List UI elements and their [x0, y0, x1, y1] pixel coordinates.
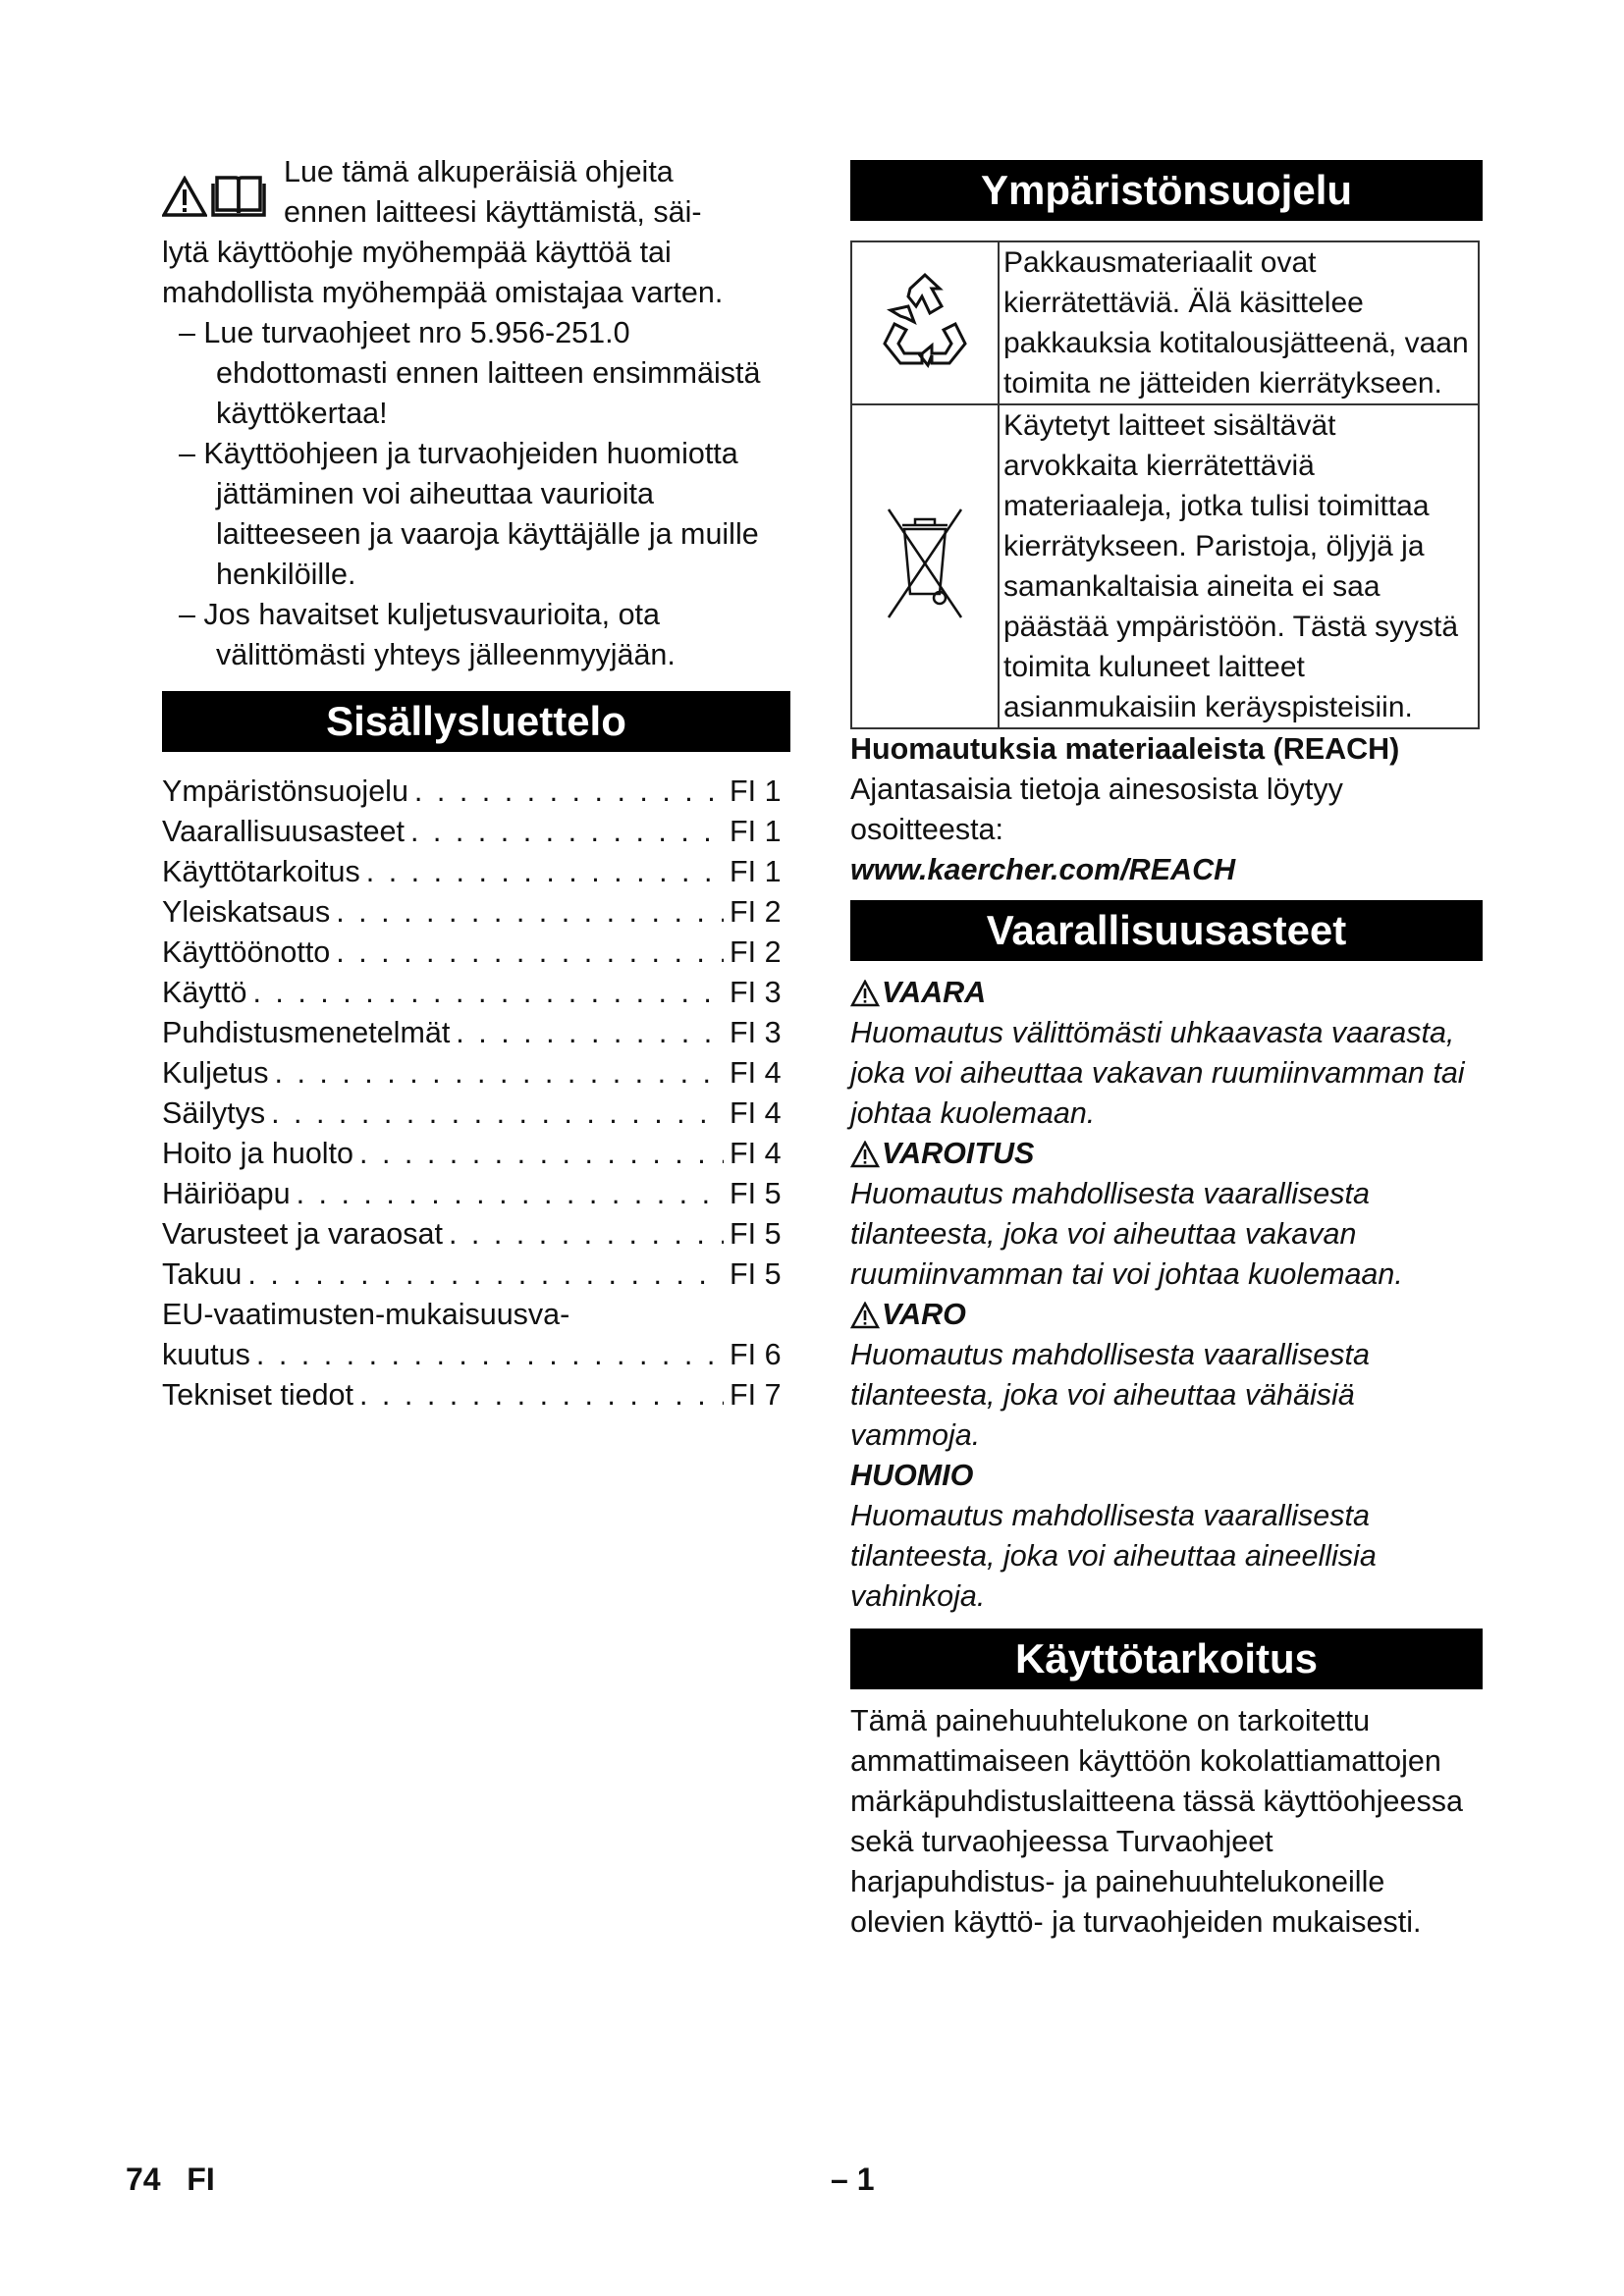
footer-center-number: – 1 — [831, 2162, 875, 2197]
warning-icon — [850, 980, 880, 1007]
toc-entry[interactable]: Säilytys . . . FI 4 — [162, 1094, 790, 1134]
hazard-title-huomio: HUOMIO — [850, 1459, 974, 1492]
hazard-text: Huomautus mahdollisesta vaarallisesta tilanteesta, joka voi aiheuttaa vakavan ruumiinvamman tai voi johtaa kuolemaan. — [850, 1177, 1403, 1291]
toc-entry[interactable]: Ympäristönsuojelu . . . FI 1 — [162, 772, 790, 812]
toc-entry[interactable]: Tekniset tiedot . . . FI 7 — [162, 1375, 790, 1415]
reach-link[interactable]: www.kaercher.com/REACH — [850, 853, 1236, 886]
usage-heading: Käyttötarkoitus — [850, 1629, 1483, 1689]
toc-entry[interactable]: Käyttö . . . FI 3 — [162, 973, 790, 1013]
hazard-text: Huomautus mahdollisesta vaarallisesta tilanteesta, joka voi aiheuttaa aineellisia vahinkoja. — [850, 1499, 1377, 1613]
hazard-text: Huomautus mahdollisesta vaarallisesta tilanteesta, joka voi aiheuttaa vähäisiä vammoja. — [850, 1338, 1370, 1452]
intro-text: lytä käyttöohje myöhempää käyttöä tai mahdollista myöhempää omistajaa varten. — [162, 236, 724, 309]
intro-bullet: – Lue turvaohjeet nro 5.956-251.0 ehdottomasti ennen laitteen ensimmäistä käyttökertaa! — [179, 316, 761, 430]
toc-entry[interactable]: Häiriöapu . . . FI 5 — [162, 1174, 790, 1214]
toc-entry[interactable]: Varusteet ja varaosat . . . FI 5 — [162, 1214, 790, 1255]
warning-icon — [850, 1141, 880, 1168]
toc-entry[interactable]: Takuu . . . FI 5 — [162, 1255, 790, 1295]
recycle-icon-cell — [851, 241, 999, 404]
environment-table — [850, 240, 1480, 729]
intro-bullet: – Käyttöohjeen ja turvaohjeiden huomiotta jättäminen voi aiheuttaa vaurioita laitteeseen ja vaaroja käyttäjälle ja muille henkilöille. — [179, 437, 759, 591]
right-column — [850, 160, 1483, 1943]
toc-entry[interactable]: Kuljetus . . . FI 4 — [162, 1053, 790, 1094]
warning-triangle-icon — [162, 176, 207, 217]
toc-entry[interactable]: kuutus . . . FI 6 — [162, 1335, 790, 1375]
intro-icons — [162, 162, 266, 217]
hazard-title-varo: VARO — [850, 1295, 1483, 1335]
toc-entry-eu-line[interactable]: EU-vaatimusten-mukaisuusva- — [162, 1298, 570, 1331]
manual-book-icon — [211, 172, 266, 217]
toc-entry[interactable]: Yleiskatsaus . . . FI 2 — [162, 892, 790, 933]
recycle-icon — [871, 267, 979, 375]
reach-title: Huomautuksia materiaaleista (REACH) — [850, 732, 1400, 766]
bin-text: Käytetyt laitteet sisältävät arvokkaita kierrätettäviä materiaaleja, jotka tulisi toimittaa kierrätykseen. Paristoja, öljyjä ja samankaltaisia aineita ei saa päästää ympäristöön. Tästä syystä toimita kuluneet laitteet asianmukaisiin keräyspisteisiin. — [999, 404, 1479, 728]
left-column — [162, 152, 790, 1415]
reach-text: Ajantasaisia tietoja ainesosista löytyy osoitteesta: — [850, 773, 1343, 846]
toc-entry[interactable]: Käyttöönotto . . . FI 2 — [162, 933, 790, 973]
toc-entry[interactable]: Käyttötarkoitus . . . FI 1 — [162, 852, 790, 892]
toc-entry[interactable]: Vaarallisuusasteet . . . FI 1 — [162, 812, 790, 852]
crossed-bin-icon — [871, 496, 979, 633]
toc-entry[interactable]: Hoito ja huolto . . . FI 4 — [162, 1134, 790, 1174]
hazard-title-vaara: VAARA — [850, 973, 1483, 1013]
intro-line-1: Lue tämä alkuperäisiä ohjeita — [284, 155, 674, 188]
crossed-bin-icon-cell — [851, 404, 999, 728]
hazard-text: Huomautus välittömästi uhkaavasta vaarasta, joka voi aiheuttaa vakavan ruumiinvamman tai johtaa kuolemaan. — [850, 1016, 1465, 1130]
table-of-contents — [162, 772, 790, 1415]
intro-line-2: ennen laitteesi käyttämistä, säi- — [284, 195, 702, 229]
environment-heading: Ympäristönsuojelu — [850, 160, 1483, 221]
recycle-text: Pakkausmateriaalit ovat kierrätettäviä. Älä käsittelee pakkauksia kotitalousjätteenä, vaan toimita ne jätteiden kierrätykseen. — [999, 241, 1479, 404]
intro-block — [162, 152, 790, 233]
usage-text: Tämä painehuuhtelukone on tarkoitettu ammattimaiseen käyttöön kokolattiamattojen märkäpuhdistuslaitteena tässä käyttöohjeessa sekä turvaohjeessa Turvaohjeet harjapuhdistus- ja painehuuhtelukoneille olevien käyttö- ja turvaohjeiden mukaisesti. — [850, 1704, 1463, 1939]
footer-page-number: 74 FI — [126, 2162, 215, 2197]
intro-first-lines — [284, 152, 790, 233]
hazard-heading: Vaarallisuusasteet — [850, 900, 1483, 961]
toc-entry[interactable]: Puhdistusmenetelmät . . . FI 3 — [162, 1013, 790, 1053]
intro-bullet: – Jos havaitset kuljetusvaurioita, ota välittömästi yhteys jälleenmyyjään. — [179, 598, 676, 671]
warning-icon — [850, 1302, 880, 1329]
toc-heading: Sisällysluettelo — [162, 691, 790, 752]
hazard-title-varoitus: VAROITUS — [850, 1134, 1483, 1174]
